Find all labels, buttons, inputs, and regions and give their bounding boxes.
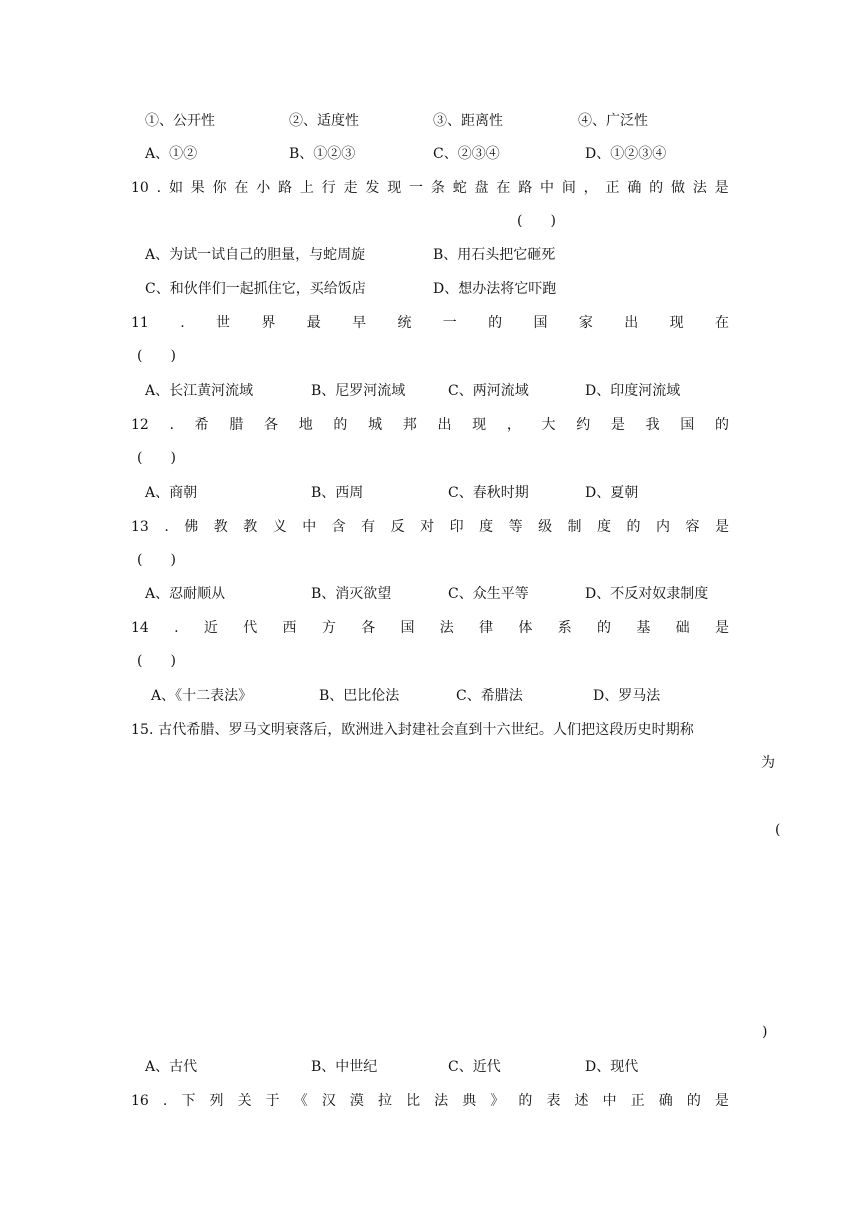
question-char: 国 bbox=[400, 620, 415, 636]
q12-choice-b: B、西周 bbox=[311, 485, 364, 501]
question-char: 行 bbox=[321, 180, 336, 196]
question-char: 关 bbox=[237, 1093, 252, 1109]
question-char: 你 bbox=[212, 180, 227, 196]
question-char: 走 bbox=[343, 180, 358, 196]
q12-question-text bbox=[131, 416, 729, 434]
question-char: 度 bbox=[479, 519, 494, 535]
q9-option-3: ③、距离性 bbox=[433, 113, 503, 129]
question-char: 是 bbox=[714, 620, 729, 636]
question-char: 是 bbox=[714, 519, 729, 535]
question-char: . bbox=[162, 1093, 168, 1109]
question-char: 12 bbox=[131, 417, 149, 433]
q15-choice-c: C、近代 bbox=[448, 1059, 501, 1075]
q10-choice-d: D、想办法将它吓跑 bbox=[433, 281, 557, 297]
question-char: 拉 bbox=[377, 1093, 392, 1109]
question-char: ， bbox=[506, 417, 521, 433]
q10-question-text bbox=[131, 179, 729, 197]
question-char: . bbox=[164, 519, 169, 535]
question-char: 律 bbox=[479, 620, 494, 636]
question-char: 典 bbox=[462, 1093, 477, 1109]
question-char: . bbox=[169, 417, 174, 433]
question-char: 义 bbox=[272, 519, 287, 535]
question-char: 各 bbox=[361, 620, 376, 636]
question-char: 础 bbox=[675, 620, 690, 636]
question-char: 统 bbox=[397, 315, 412, 331]
question-char: 现 bbox=[669, 315, 684, 331]
question-char: 腊 bbox=[229, 417, 244, 433]
q16-question-text bbox=[131, 1092, 729, 1110]
question-char: 希 bbox=[194, 417, 209, 433]
q10-choice-a: A、为试一试自己的胆量，与蛇周旋 bbox=[145, 247, 366, 263]
question-char: 述 bbox=[574, 1093, 589, 1109]
q11-answer-paren: ( ) bbox=[137, 348, 176, 364]
question-char: 现 bbox=[472, 417, 487, 433]
question-char: 佛 bbox=[184, 519, 199, 535]
question-char: 的 bbox=[714, 417, 729, 433]
question-char: ， bbox=[583, 180, 598, 196]
question-char: 确 bbox=[627, 180, 642, 196]
question-char: 一 bbox=[442, 315, 457, 331]
question-char: 的 bbox=[626, 519, 641, 535]
q10-choice-c: C、和伙伴们一起抓住它，买给饭店 bbox=[145, 281, 366, 297]
question-char: 在 bbox=[496, 180, 511, 196]
question-char: 世 bbox=[216, 315, 230, 331]
question-char: 最 bbox=[306, 315, 321, 331]
q14-choice-a: A、《十二表法》 bbox=[151, 688, 253, 704]
q15-paren-close: ) bbox=[762, 1024, 768, 1040]
question-char: 现 bbox=[387, 180, 402, 196]
question-char: 大 bbox=[541, 417, 556, 433]
question-char: 上 bbox=[299, 180, 314, 196]
question-char: 表 bbox=[546, 1093, 561, 1109]
q13-choice-a: A、忍耐顺从 bbox=[145, 586, 226, 602]
question-char: 》 bbox=[490, 1093, 505, 1109]
question-char: 路 bbox=[518, 180, 533, 196]
question-char: 城 bbox=[368, 417, 383, 433]
q14-answer-paren: ( ) bbox=[137, 653, 176, 669]
q10-answer-paren: ( ) bbox=[517, 213, 556, 229]
question-char: 11 bbox=[131, 315, 149, 331]
question-char: 出 bbox=[624, 315, 639, 331]
q12-answer-paren: ( ) bbox=[137, 450, 176, 466]
q12-choice-d: D、夏朝 bbox=[585, 485, 639, 501]
question-char: 漠 bbox=[349, 1093, 364, 1109]
question-char: 界 bbox=[261, 315, 276, 331]
q14-question-text bbox=[131, 619, 729, 637]
question-char: 14 bbox=[131, 620, 149, 636]
question-char: 果 bbox=[190, 180, 205, 196]
question-char: 含 bbox=[331, 519, 346, 535]
question-char: 各 bbox=[264, 417, 279, 433]
question-char: 家 bbox=[578, 315, 593, 331]
question-char: 国 bbox=[680, 417, 695, 433]
question-char: 我 bbox=[645, 417, 660, 433]
question-char: 条 bbox=[430, 180, 445, 196]
question-char: 教 bbox=[213, 519, 228, 535]
question-char: 级 bbox=[538, 519, 553, 535]
q9-choice-a: A、①② bbox=[145, 146, 198, 162]
question-char: 正 bbox=[630, 1093, 645, 1109]
question-char: 印 bbox=[449, 519, 464, 535]
question-char: 中 bbox=[602, 1093, 617, 1109]
question-char: 地 bbox=[298, 417, 313, 433]
question-char: 间 bbox=[561, 180, 576, 196]
q11-choice-c: C、两河流域 bbox=[448, 383, 529, 399]
question-char: 法 bbox=[439, 620, 454, 636]
q9-choice-d: D、①②③④ bbox=[585, 146, 667, 162]
question-char: 内 bbox=[656, 519, 670, 535]
question-char: 中 bbox=[302, 519, 317, 535]
q15-wrap-char: 为 bbox=[761, 755, 775, 771]
question-char: 度 bbox=[597, 519, 612, 535]
question-char: 在 bbox=[234, 180, 249, 196]
q11-choice-a: A、长江黄河流域 bbox=[145, 383, 254, 399]
question-char: 10 bbox=[131, 180, 149, 196]
question-char: 小 bbox=[256, 180, 271, 196]
question-char: 等 bbox=[508, 519, 523, 535]
question-char: 教 bbox=[243, 519, 258, 535]
question-char: 一 bbox=[409, 180, 424, 196]
question-char: 法 bbox=[692, 180, 707, 196]
q13-choice-d: D、不反对奴隶制度 bbox=[585, 586, 709, 602]
question-char: 中 bbox=[540, 180, 555, 196]
question-char: 的 bbox=[488, 315, 503, 331]
question-char: 是 bbox=[714, 1093, 729, 1109]
question-char: 路 bbox=[278, 180, 293, 196]
q13-choice-c: C、众生平等 bbox=[448, 586, 529, 602]
question-char: 方 bbox=[321, 620, 336, 636]
q15-paren-open: ( bbox=[775, 822, 781, 838]
q15-choice-b: B、中世纪 bbox=[311, 1059, 378, 1075]
q9-choice-c: C、②③④ bbox=[433, 146, 500, 162]
question-char: 比 bbox=[406, 1093, 421, 1109]
question-char: 体 bbox=[518, 620, 533, 636]
question-char: 基 bbox=[636, 620, 651, 636]
q10-choice-b: B、用石头把它砸死 bbox=[433, 247, 556, 263]
question-char: 对 bbox=[420, 519, 435, 535]
question-char: . bbox=[174, 620, 179, 636]
question-char: 国 bbox=[533, 315, 548, 331]
question-char: 于 bbox=[265, 1093, 280, 1109]
question-char: 盘 bbox=[474, 180, 489, 196]
q9-choice-b: B、①②③ bbox=[289, 146, 356, 162]
q14-choice-b: B、巴比伦法 bbox=[319, 688, 400, 704]
question-char: 16 bbox=[131, 1093, 149, 1109]
question-char: 的 bbox=[686, 1093, 701, 1109]
question-char: 约 bbox=[576, 417, 591, 433]
question-char: 在 bbox=[714, 315, 729, 331]
question-char: 的 bbox=[518, 1093, 533, 1109]
q13-question-text bbox=[131, 518, 729, 536]
q11-choice-b: B、尼罗河流域 bbox=[311, 383, 406, 399]
q12-choice-c: C、春秋时期 bbox=[448, 485, 529, 501]
question-char: 如 bbox=[168, 180, 183, 196]
question-char: 汉 bbox=[321, 1093, 336, 1109]
q15-choice-d: D、现代 bbox=[585, 1059, 639, 1075]
question-char: 出 bbox=[437, 417, 452, 433]
question-char: 反 bbox=[390, 519, 405, 535]
q13-answer-paren: ( ) bbox=[137, 552, 176, 568]
question-char: 《 bbox=[293, 1093, 308, 1109]
q9-option-4: ④、广泛性 bbox=[578, 113, 648, 129]
question-char: 下 bbox=[181, 1093, 196, 1109]
q14-choice-d: D、罗马法 bbox=[593, 688, 661, 704]
question-char: 近 bbox=[203, 620, 218, 636]
q9-option-2: ②、适度性 bbox=[289, 113, 359, 129]
question-char: 的 bbox=[333, 417, 348, 433]
q14-choice-c: C、希腊法 bbox=[456, 688, 523, 704]
q13-choice-b: B、消灭欲望 bbox=[311, 586, 392, 602]
question-char: 是 bbox=[714, 180, 729, 196]
question-char: 系 bbox=[557, 620, 572, 636]
q9-option-1: ①、公开性 bbox=[145, 113, 215, 129]
q15-question-text: 15. 古代希腊、罗马文明衰落后，欧洲进入封建社会直到十六世纪。人们把这段历史时期称 bbox=[131, 722, 694, 738]
question-char: 列 bbox=[209, 1093, 224, 1109]
question-char: 13 bbox=[131, 519, 149, 535]
question-char: 容 bbox=[685, 519, 700, 535]
question-char: 有 bbox=[361, 519, 376, 535]
question-char: 代 bbox=[243, 620, 258, 636]
question-char: 邦 bbox=[402, 417, 417, 433]
q11-choice-d: D、印度河流域 bbox=[585, 383, 681, 399]
question-char: 早 bbox=[352, 315, 367, 331]
question-char: 的 bbox=[597, 620, 612, 636]
question-char: 正 bbox=[605, 180, 620, 196]
q12-choice-a: A、商朝 bbox=[145, 485, 198, 501]
question-char: . bbox=[180, 315, 185, 331]
question-char: 确 bbox=[658, 1093, 673, 1109]
question-char: 西 bbox=[282, 620, 297, 636]
question-char: 的 bbox=[649, 180, 664, 196]
question-char: 是 bbox=[610, 417, 625, 433]
question-char: 做 bbox=[670, 180, 685, 196]
question-char: 蛇 bbox=[452, 180, 467, 196]
q11-question-text bbox=[131, 314, 729, 332]
question-char: 发 bbox=[365, 180, 380, 196]
question-char: . bbox=[156, 180, 162, 196]
question-char: 法 bbox=[434, 1093, 449, 1109]
q15-choice-a: A、古代 bbox=[145, 1059, 198, 1075]
question-char: 制 bbox=[567, 519, 582, 535]
